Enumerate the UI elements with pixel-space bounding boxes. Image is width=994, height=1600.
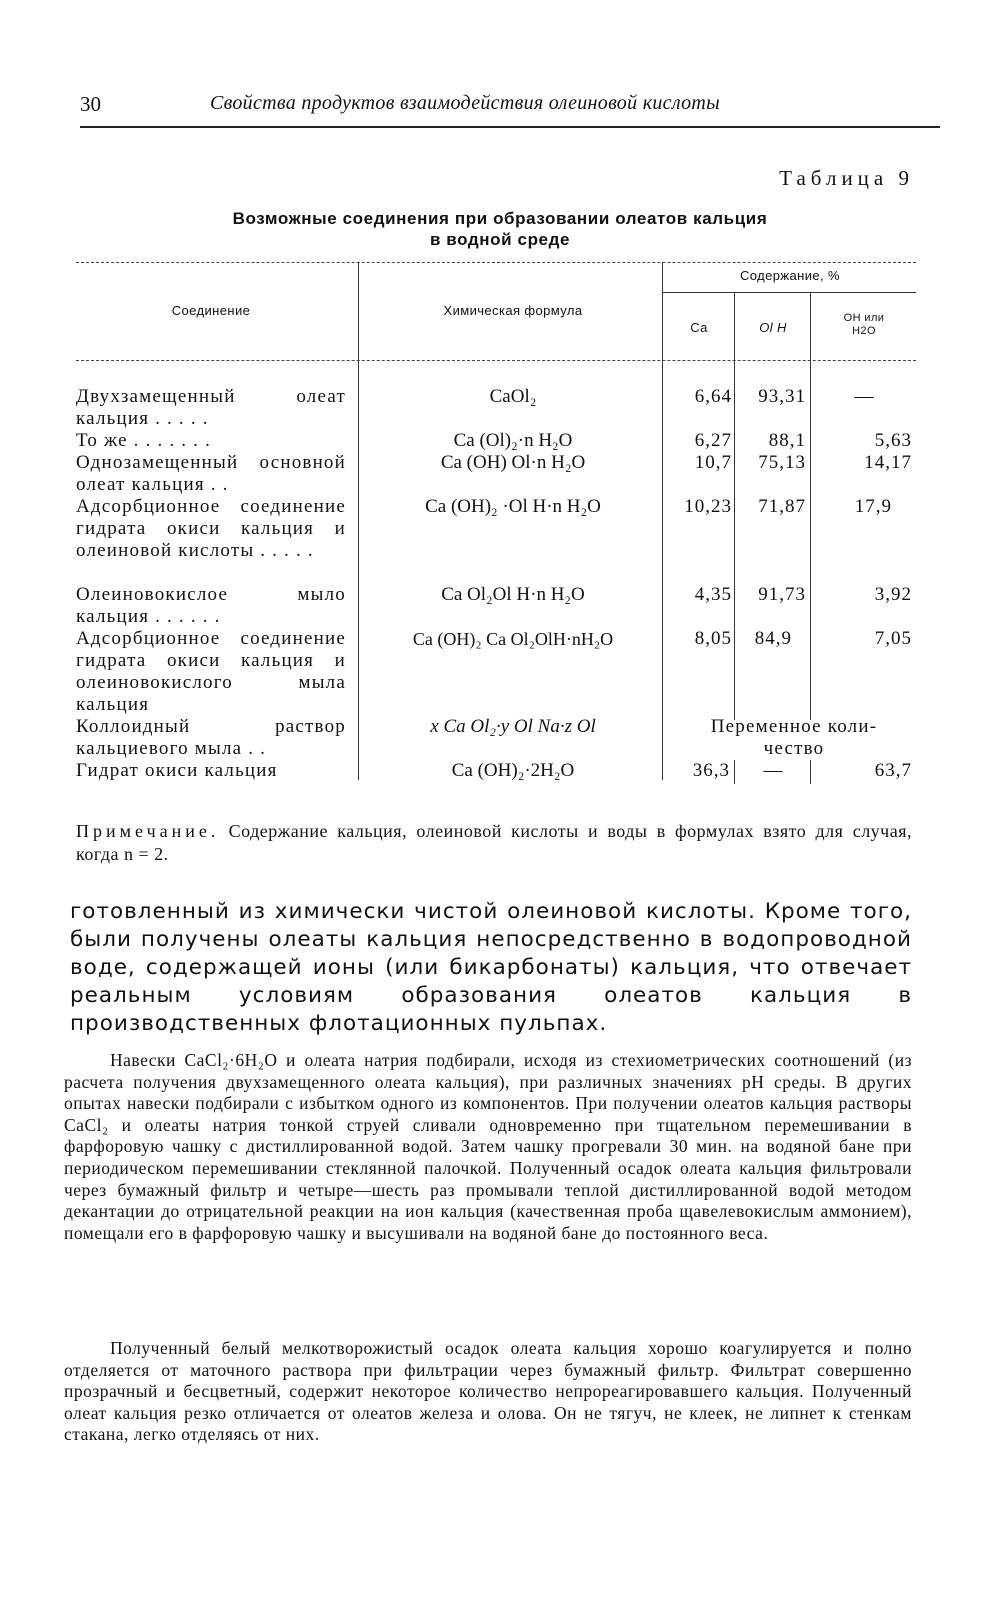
row-6-ca: 8,05 [694, 628, 732, 649]
header-oh-h2o-line-1: OH или [843, 312, 885, 324]
row-3-formula: Ca (OH) Ol·n H₂O [440, 452, 586, 473]
header-oh-h2o [812, 312, 916, 338]
row-3-olh: 75,13 [758, 452, 806, 473]
column-divider-2 [662, 262, 663, 780]
method-paragraph [64, 1050, 912, 1244]
header-ca: Ca [690, 320, 708, 335]
table-note [76, 820, 912, 866]
row-7-name: Коллоидный раствор кальциевого мыла . . [76, 716, 346, 759]
row-6-oh: 7,05 [874, 628, 912, 649]
row-4-name: Адсорбционное соединение гидрата окиси кальция и олеиновой кислоты . . . . . [76, 496, 346, 561]
table-label: Таблица 9 [779, 166, 914, 190]
row-3-oh: 14,17 [864, 452, 912, 473]
header-olh: Ol H [759, 320, 787, 335]
row-8-oh: 63,7 [874, 760, 912, 781]
row-5-ca: 4,35 [694, 584, 732, 605]
header-formula: Химическая формула [443, 303, 583, 318]
table-top-rule [76, 262, 916, 263]
header-content: Содержание, % [740, 268, 840, 283]
row-1-formula: CaOl₂ [489, 386, 537, 407]
method-paragraph-text: Навески CaCl₂·6H₂O и олеата натрия подбирали, исходя из стехиометрических соотношений (из расчета получения двухзамещенного олеата кальция), при различных значениях pH среды. В других опытах навески подбирали с избытком одного из компонентов. При получении олеатов кальция растворы CaCl₂ и олеаты натрия тонкой струей сливали одновременно при тщательном перемешивании в фарфоровую чашку с дистиллированной водой. Затем чашку прогревали 30 мин. на водяной бане при периодическом перемешивании стеклянной палочкой. Полученный осадок олеата кальция фильтровали через бумажный фильтр и четыре—шесть раз промывали теплой дистиллированной водой методом декантации до отрицательной реакции на ион кальция (качественная проба щавелевокислым аммонием), помещали его в фарфоровую чашку и высушивали на водяной бане до постоянного веса. [64, 1050, 912, 1243]
row-5-formula: Ca Ol₂Ol H·n H₂O [441, 584, 585, 605]
variable-amount-line-1: Переменное коли- [710, 716, 878, 737]
row-1-name: Двухзамещенный олеат кальция . . . . . [76, 386, 346, 429]
page-header [80, 92, 940, 128]
row-1-ca: 6,64 [694, 386, 732, 407]
row-7-variable-amount [674, 716, 914, 760]
header-bottom-rule [76, 360, 916, 361]
row-1-olh: 93,31 [758, 386, 806, 407]
column-divider-4b [810, 760, 811, 784]
row-2-oh: 5,63 [874, 430, 912, 451]
result-paragraph-text: Полученный белый мелкотворожистый осадок олеата кальция хорошо коагулируется и полно отделяется от маточного раствора при фильтрации через бумажный фильтр. Фильтрат совершенно прозрачный и бесцветный, содержит некоторое количество непрореагировавшего кальция. Полученный олеат кальция резко отличается от олеатов железа и олова. Он не тягуч, не клеек, не липнет к стенкам стакана, легко отделяясь от них. [64, 1338, 912, 1445]
column-divider-3 [734, 292, 735, 720]
column-divider-3b [734, 760, 735, 784]
table-title [140, 208, 860, 250]
row-2-ca: 6,27 [694, 430, 732, 451]
row-3-name: Однозамещенный основной олеат кальция . . [76, 452, 346, 495]
row-6-name: Адсорбционное соединение гидрата окиси кальция и олеиновокислого мыла кальция [76, 628, 346, 715]
row-6-formula: Ca (OH)₂ Ca Ol₂OlH·nH₂O [412, 629, 614, 649]
continued-paragraph: готовленный из химически чистой олеиновой кислоты. Кроме того, были получены олеаты кальция непосредственно в водопроводной воде, содержащей ионы (или бикарбонаты) кальция, что отвечает реальным условиям образования олеатов кальция в производственных флотационных пульпах. [70, 899, 912, 1036]
table-title-line-2: в водной среде [429, 230, 571, 249]
row-8-ca: 36,3 [692, 760, 730, 781]
column-divider-4 [810, 292, 811, 720]
page-number: 30 [80, 92, 101, 116]
row-6-olh: 84,9 [754, 628, 792, 649]
table-title-line-1: Возможные соединения при образовании олеатов кальция [232, 209, 768, 228]
row-4-oh: 17,9 [854, 496, 892, 517]
row-5-oh: 3,92 [874, 584, 912, 605]
row-3-ca: 10,7 [694, 452, 732, 473]
row-2-formula: Ca (Ol)₂·n H₂O [453, 430, 573, 451]
row-8-olh: — [763, 760, 783, 781]
column-divider-1 [358, 262, 359, 780]
variable-amount-line-2: чество [763, 738, 825, 759]
content-subheader-rule [662, 292, 916, 293]
note-label: Примечание. [76, 821, 220, 841]
row-4-ca: 10,23 [684, 496, 732, 517]
note-text: Содержание кальция, олеиновой кислоты и воды в формулах взято для случая, когда n = 2. [76, 821, 912, 864]
row-5-name: Олеиновокислое мыло кальция . . . . . . [76, 584, 346, 627]
row-2-olh: 88,1 [768, 430, 806, 451]
row-2-name: То же . . . . . . . [76, 430, 212, 451]
row-4-olh: 71,87 [758, 496, 806, 517]
row-8-name: Гидрат окиси кальция [76, 760, 278, 781]
row-1-oh: — [854, 386, 874, 407]
running-title: Свойства продуктов взаимодействия олеиновой кислоты [210, 92, 720, 114]
row-8-formula: Ca (OH)₂·2H₂O [451, 760, 575, 781]
header-compound: Соединение [171, 303, 251, 318]
result-paragraph [64, 1338, 912, 1446]
row-7-formula: x Ca Ol₂·y Ol Na·z Ol [430, 716, 596, 737]
header-oh-h2o-line-2: H2O [852, 325, 876, 337]
row-4-formula: Ca (OH)₂ ·Ol H·n H₂O [425, 496, 601, 517]
row-5-olh: 91,73 [758, 584, 806, 605]
compounds-table [76, 262, 916, 802]
